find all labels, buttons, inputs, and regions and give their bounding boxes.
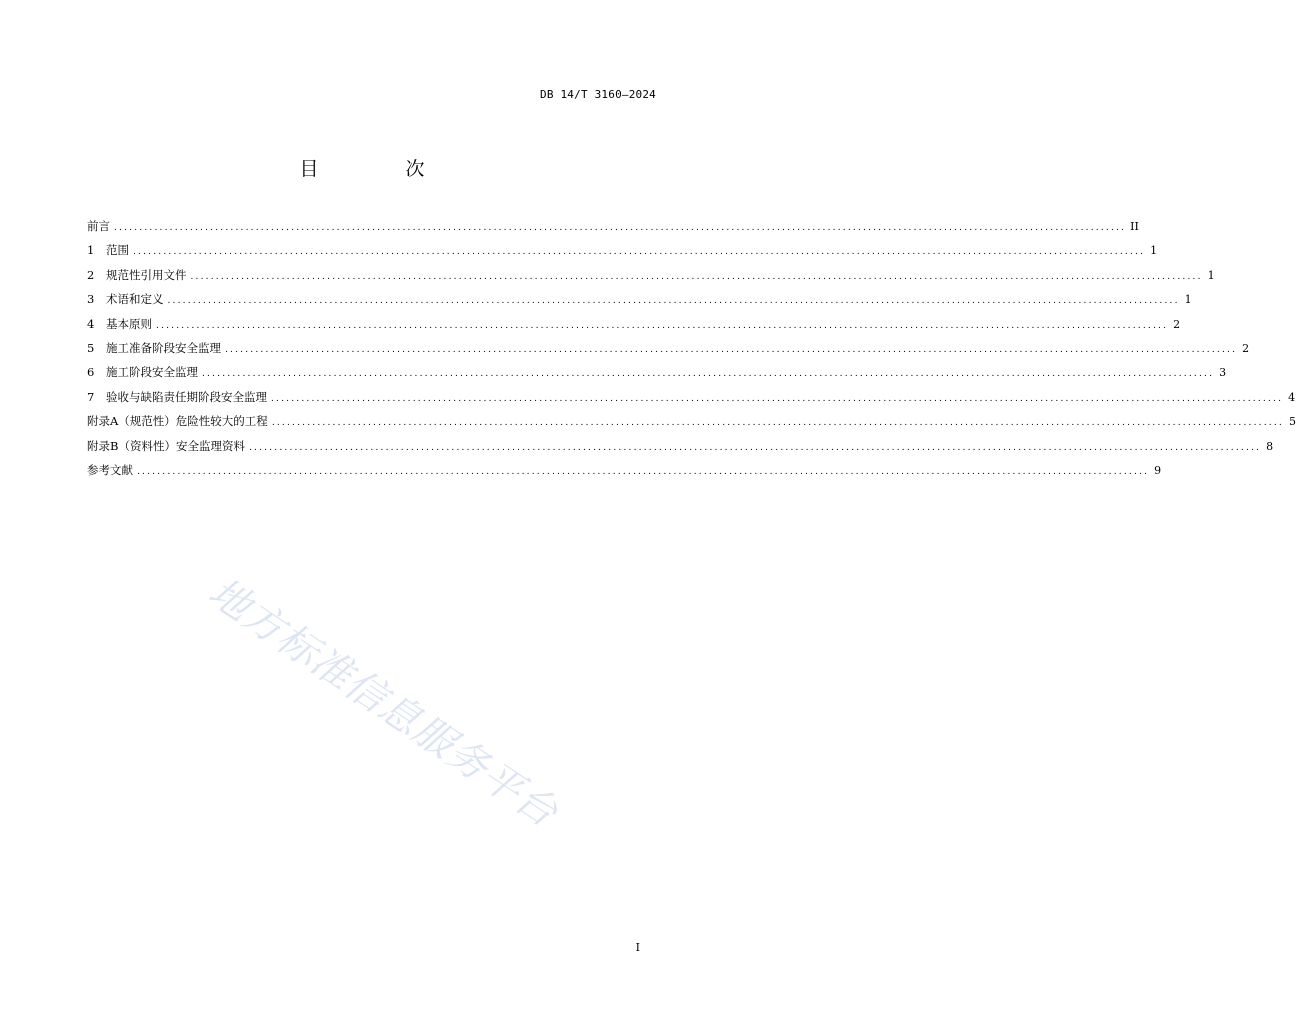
toc-entry-number: 5 [87, 340, 95, 355]
toc-leader-dots: ........................................................................................................................................................................................................ [248, 442, 1262, 453]
toc-entry-page: 3 [1219, 366, 1227, 380]
toc-entry-page: 2 [1242, 341, 1250, 355]
toc-entry-page: 1 [1207, 268, 1215, 282]
toc-leader-dots: ........................................................................................................................................................................................................ [167, 296, 1180, 307]
toc-leader-dots: ........................................................................................................................................................................................................ [156, 320, 1169, 331]
toc-entry-page: 4 [1288, 390, 1296, 404]
toc-leader-dots: ........................................................................................................................................................................................................ [202, 369, 1215, 380]
toc-entry-label: 验收与缺陷责任期阶段安全监理 [106, 389, 267, 404]
toc-entry[interactable] [87, 242, 1158, 266]
toc-entry-label: 范围 [106, 243, 129, 258]
toc-entry-number: 1 [87, 243, 95, 258]
toc-entry-page: 8 [1266, 439, 1274, 453]
toc-leader-dots: ........................................................................................................................................................................................................ [137, 466, 1150, 477]
toc-entry-label: 基本原则 [106, 316, 152, 331]
toc-entry[interactable] [87, 218, 1139, 242]
toc-entry-label: 附录B（资料性）安全监理资料 [87, 438, 245, 453]
toc-entry-page: 1 [1184, 293, 1192, 307]
toc-entry-page: 1 [1150, 244, 1158, 258]
toc-entry[interactable] [87, 462, 1162, 486]
toc-entry-number: 3 [87, 292, 95, 307]
toc-title: 目 次 [299, 158, 459, 180]
standard-code: DB 14/T 3160—2024 [540, 88, 656, 101]
toc-entry[interactable] [87, 316, 1181, 340]
toc-entry-page: 9 [1154, 463, 1162, 477]
page-number: I [635, 941, 640, 954]
toc-entry[interactable] [87, 413, 1296, 437]
toc-leader-dots: ........................................................................................................................................................................................................ [225, 344, 1238, 355]
toc-entry-number: 2 [87, 267, 95, 282]
toc-entry-label: 规范性引用文件 [106, 267, 187, 282]
toc-entry-label: 附录A（规范性）危险性较大的工程 [87, 414, 268, 429]
toc-entry-page: 5 [1288, 415, 1296, 429]
watermark: 地方标准信息服务平台 [200, 569, 566, 837]
toc-entry-number: 7 [87, 389, 95, 404]
toc-entry[interactable] [87, 291, 1192, 315]
toc-entry-label: 术语和定义 [106, 292, 164, 307]
toc-entry[interactable] [87, 267, 1215, 291]
toc-entry-page: II [1130, 220, 1139, 233]
toc-leader-dots: ........................................................................................................................................................................................................ [114, 223, 1127, 233]
toc-leader-dots: ........................................................................................................................................................................................................ [271, 393, 1284, 404]
toc-entry-label: 前言 [87, 219, 110, 233]
toc-entry[interactable] [87, 389, 1296, 413]
toc-leader-dots: ........................................................................................................................................................................................................ [271, 418, 1284, 429]
toc-entry[interactable] [87, 340, 1250, 364]
toc-entry-label: 施工准备阶段安全监理 [106, 340, 221, 355]
toc-leader-dots: ........................................................................................................................................................................................................ [190, 271, 1203, 282]
toc-entry-number: 6 [87, 365, 95, 380]
toc-entry[interactable] [87, 364, 1227, 388]
toc-entry-page: 2 [1173, 317, 1181, 331]
toc-entry-label: 施工阶段安全监理 [106, 365, 198, 380]
toc-entry[interactable] [87, 438, 1274, 462]
table-of-contents [87, 218, 1296, 486]
toc-entry-number: 4 [87, 316, 95, 331]
toc-entry-label: 参考文献 [87, 462, 133, 477]
toc-leader-dots: ........................................................................................................................................................................................................ [133, 247, 1146, 258]
